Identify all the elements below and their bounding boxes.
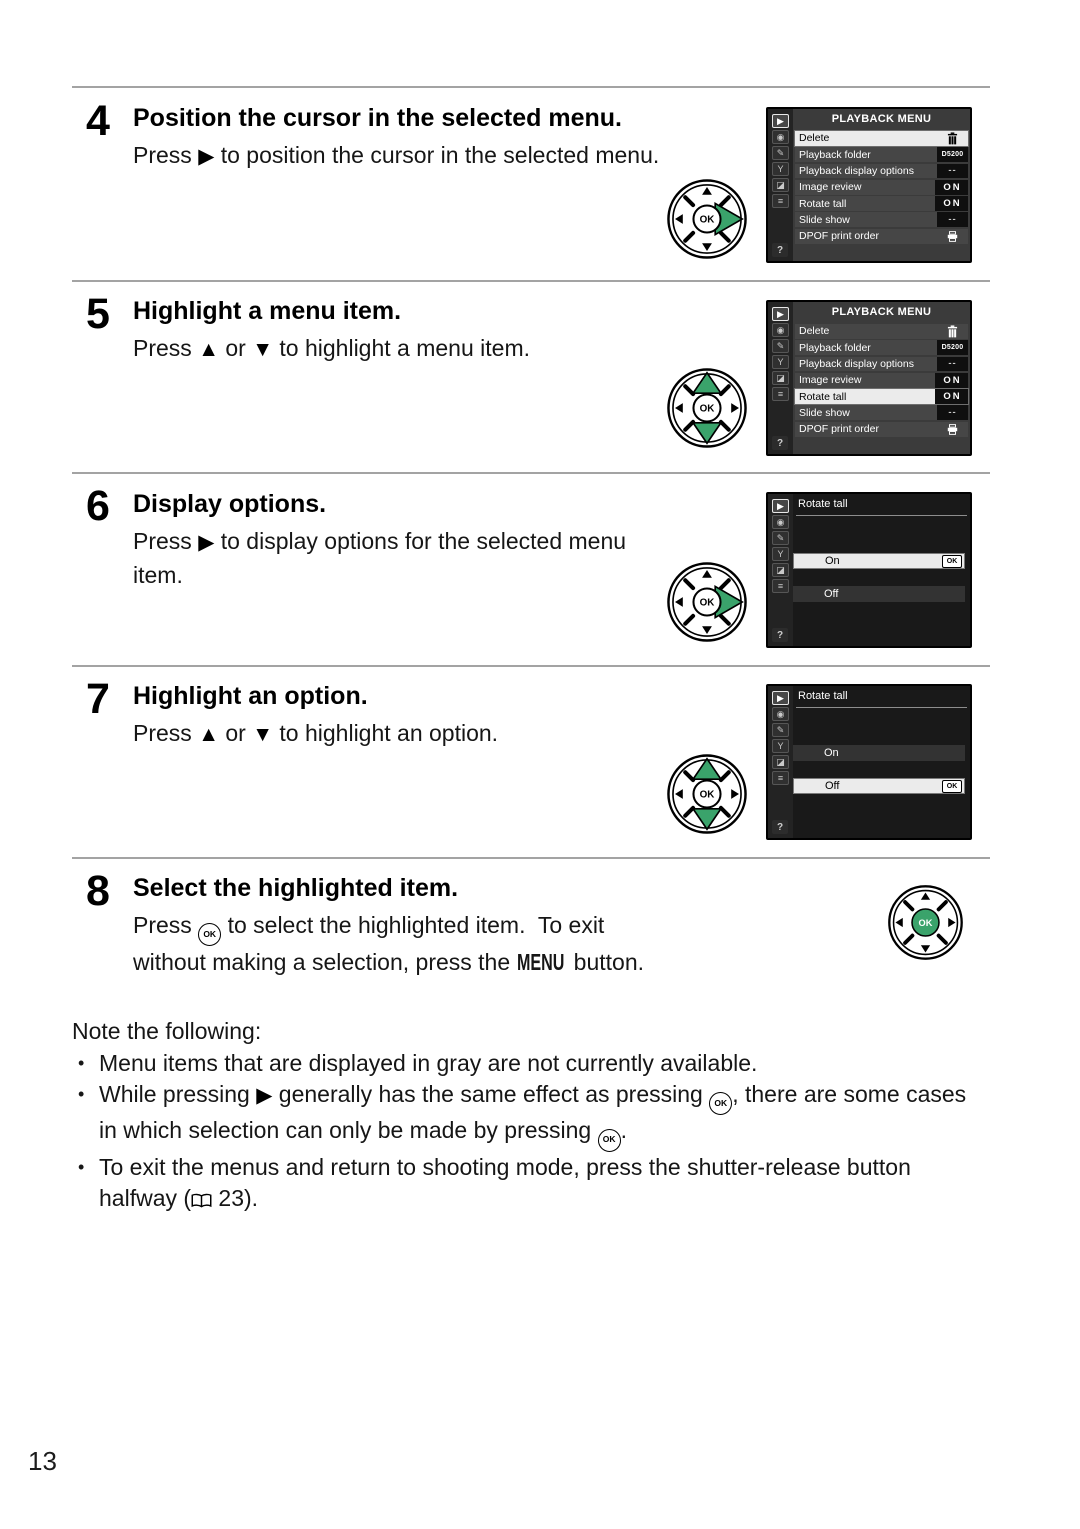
help-icon [772, 628, 788, 642]
retouch-menu-icon [772, 371, 789, 385]
row-label: DPOF print order [799, 423, 879, 436]
setup-menu-icon [772, 162, 789, 176]
option-screen-title: Rotate tall [798, 498, 848, 510]
row-value: -- [937, 357, 968, 372]
note-item [72, 1152, 990, 1215]
tab-glyph: Y [777, 740, 784, 751]
help-glyph: ? [776, 244, 784, 256]
right-arrow-icon: ▶ [198, 145, 215, 168]
menu-row-delete [795, 324, 968, 339]
svg-text:OK: OK [918, 917, 933, 928]
retouch-menu-icon [772, 755, 789, 769]
help-glyph: ? [776, 821, 784, 833]
row-value: -- [937, 212, 968, 227]
row-label: Playback folder [799, 341, 871, 354]
menu-row-dpof-print-order [795, 229, 968, 244]
row-label: DPOF print order [799, 230, 879, 243]
custom-settings-icon [772, 339, 789, 353]
option-label: Off [824, 588, 839, 600]
step-4-body [133, 139, 681, 173]
multi-selector-right-icon [666, 178, 748, 260]
step-5-title: Highlight a menu item. [133, 297, 402, 325]
text: to highlight an option. [273, 720, 499, 746]
note-text [99, 1152, 990, 1215]
divider [72, 665, 990, 667]
step-6-title: Display options. [133, 490, 327, 518]
step-6-number: 6 [86, 482, 110, 530]
step-7-number: 7 [86, 675, 110, 723]
ok-button-icon: OK [198, 923, 221, 946]
tab-glyph: ▶ [777, 308, 784, 319]
help-glyph: ? [776, 629, 784, 641]
option-off [793, 778, 965, 794]
text: generally has the same effect as pressing [272, 1081, 710, 1107]
divider [72, 472, 990, 474]
bullet-dot: • [78, 1084, 85, 1104]
recent-settings-icon [772, 387, 789, 401]
step-8-title: Select the highlighted item. [133, 874, 459, 902]
row-label: Image review [799, 181, 862, 194]
bullet-dot: • [78, 1156, 85, 1177]
shooting-menu-icon [772, 323, 789, 337]
retouch-menu-icon [772, 563, 789, 577]
option-screen [793, 494, 970, 646]
page-number: 13 [28, 1446, 57, 1476]
step-7-body [133, 717, 681, 751]
tab-glyph: ◪ [776, 756, 785, 767]
help-glyph: ? [776, 437, 784, 449]
svg-text:OK: OK [699, 789, 715, 801]
step-4-number: 4 [86, 97, 110, 145]
tab-glyph: ≡ [777, 772, 784, 783]
shooting-menu-icon [772, 707, 789, 721]
right-arrow-icon: ▶ [256, 1084, 273, 1107]
menu-screen [793, 109, 970, 261]
trash-icon [937, 324, 968, 339]
tab-glyph: Y [777, 163, 784, 174]
menu-tab-bar [768, 686, 793, 838]
row-label: Playback folder [799, 148, 871, 161]
option-on [793, 745, 965, 761]
step-5-body [133, 332, 681, 366]
menu-rows [795, 131, 968, 245]
row-value: -- [937, 164, 968, 179]
shooting-menu-icon [772, 515, 789, 529]
multi-selector-up-down-icon [666, 367, 748, 449]
multi-selector-up-down-icon [666, 753, 748, 835]
help-icon [772, 820, 788, 834]
menu-row-delete [795, 131, 968, 146]
text: or [218, 335, 253, 361]
custom-settings-icon [772, 531, 789, 545]
text: to select the highlighted item. To exit without making a selection, press the [133, 912, 611, 975]
divider [72, 280, 990, 282]
tab-glyph: ◪ [776, 372, 785, 383]
row-value: D5200 [937, 340, 968, 355]
multi-selector-ok-icon [887, 884, 964, 961]
step-5-number: 5 [86, 290, 110, 338]
row-label: Rotate tall [799, 197, 847, 210]
note-item [72, 1079, 990, 1152]
playback-menu-icon [772, 499, 789, 513]
note-text [99, 1079, 990, 1152]
row-label: Playback display options [799, 357, 914, 370]
menu-row-slide-show [795, 405, 968, 420]
notes-section [72, 1016, 990, 1215]
text: , there are some cases in which selection can only be made by pressing [99, 1081, 973, 1144]
option-label: On [824, 747, 839, 759]
multi-selector-right-icon [666, 561, 748, 643]
text: To exit the menus and return to shooting mode, press the shutter-release button halfway ( [99, 1153, 918, 1211]
help-icon [772, 436, 788, 450]
text: Menu items that are displayed in gray are not currently available. [99, 1049, 758, 1076]
custom-settings-icon [772, 723, 789, 737]
option-label: Off [825, 780, 840, 792]
row-label: Slide show [799, 406, 850, 419]
tab-glyph: ◉ [776, 708, 785, 719]
screenshot-rotate-tall-off-highlighted [766, 684, 972, 840]
menu-rows [795, 324, 968, 438]
right-arrow-icon: ▶ [198, 531, 215, 554]
row-label: Delete [799, 325, 830, 338]
menu-row-playback-folder [795, 147, 968, 162]
retouch-menu-icon [772, 178, 789, 192]
divider [72, 857, 990, 859]
option-off [793, 586, 965, 602]
tab-glyph: ◉ [776, 131, 785, 142]
tab-glyph: Y [777, 356, 784, 367]
down-arrow-icon: ▼ [252, 723, 274, 746]
menu-row-image-review [795, 180, 968, 195]
tab-glyph: ◪ [776, 179, 785, 190]
tab-glyph: ◪ [776, 564, 785, 575]
tab-glyph: ◉ [776, 516, 785, 527]
setup-menu-icon [772, 739, 789, 753]
row-value: ON [935, 389, 968, 404]
row-value: ON [935, 180, 968, 195]
tab-glyph: ▶ [777, 692, 784, 703]
menu-row-playback-display-options [795, 164, 968, 179]
text: to position the cursor in the selected menu. [214, 142, 660, 168]
svg-text:OK: OK [699, 403, 715, 415]
tab-glyph: ▶ [777, 500, 784, 511]
up-arrow-icon: ▲ [198, 723, 219, 746]
ok-button-icon: OK [598, 1129, 621, 1152]
setup-menu-icon [772, 355, 789, 369]
screenshot-playback-menu-delete-highlighted [766, 107, 972, 263]
recent-settings-icon [772, 579, 789, 593]
menu-row-image-review [795, 373, 968, 388]
shooting-menu-icon [772, 130, 789, 144]
tab-glyph: ≡ [777, 195, 784, 206]
help-icon [772, 243, 788, 257]
menu-row-slide-show [795, 212, 968, 227]
recent-settings-icon [772, 771, 789, 785]
option-screen [793, 686, 970, 838]
ok-badge: OK [942, 555, 962, 568]
tab-glyph: Y [777, 548, 784, 559]
text: Press [133, 335, 199, 361]
menu-row-playback-display-options [795, 357, 968, 372]
menu-row-rotate-tall [795, 196, 968, 211]
recent-settings-icon [772, 194, 789, 208]
text: Press [133, 912, 199, 938]
tab-glyph: ✎ [776, 532, 785, 543]
text: . [620, 1117, 628, 1144]
tab-glyph: ◉ [776, 324, 785, 335]
menu-tab-bar [768, 302, 793, 454]
printer-icon [937, 422, 968, 437]
menu-tab-bar [768, 109, 793, 261]
row-value: ON [935, 196, 968, 211]
text: button. [567, 949, 645, 975]
option-screen-title: Rotate tall [798, 690, 848, 702]
row-label: Playback display options [799, 164, 914, 177]
playback-menu-icon [772, 114, 789, 128]
text: Press [133, 720, 199, 746]
menu-row-dpof-print-order [795, 422, 968, 437]
tab-glyph: ≡ [777, 580, 784, 591]
step-6-body [133, 525, 681, 592]
ok-button-icon: OK [709, 1092, 732, 1115]
menu-title: PLAYBACK MENU [831, 113, 932, 125]
tab-glyph: ≡ [777, 388, 784, 399]
row-value: ON [935, 373, 968, 388]
screenshot-rotate-tall-on-highlighted [766, 492, 972, 648]
tab-glyph: ✎ [776, 340, 785, 351]
text: Press [133, 142, 199, 168]
down-arrow-icon: ▼ [252, 338, 274, 361]
step-4-title: Position the cursor in the selected menu. [133, 104, 622, 132]
divider [72, 86, 990, 88]
custom-settings-icon [772, 146, 789, 160]
setup-menu-icon [772, 547, 789, 561]
step-7-title: Highlight an option. [133, 682, 368, 710]
text: 23). [212, 1185, 259, 1211]
row-label: Rotate tall [799, 390, 847, 403]
trash-icon [937, 131, 968, 146]
title-underline [796, 707, 967, 708]
notes-intro: Note the following: [72, 1018, 262, 1044]
note-item [72, 1048, 990, 1080]
option-label: On [825, 555, 840, 567]
row-label: Delete [799, 132, 830, 145]
tab-glyph: ✎ [776, 147, 785, 158]
step-8-body [133, 909, 653, 979]
menu-tab-bar [768, 494, 793, 646]
option-on [793, 553, 965, 569]
text: to highlight a menu item. [273, 335, 530, 361]
row-label: Slide show [799, 213, 850, 226]
text: or [218, 720, 253, 746]
row-value: -- [937, 405, 968, 420]
text: to display options for the selected menu item. [133, 528, 633, 588]
playback-menu-icon [772, 307, 789, 321]
screenshot-playback-menu-rotate-tall-highlighted [766, 300, 972, 456]
bullet-dot: • [78, 1052, 85, 1073]
menu-screen [793, 302, 970, 454]
playback-menu-icon [772, 691, 789, 705]
ok-badge: OK [942, 780, 962, 793]
title-underline [796, 515, 967, 516]
note-text [99, 1048, 990, 1080]
tab-glyph: ▶ [777, 115, 784, 126]
svg-text:OK: OK [699, 597, 715, 609]
svg-text:OK: OK [699, 214, 715, 226]
text: Press [133, 528, 199, 554]
menu-title: PLAYBACK MENU [831, 306, 932, 318]
menu-row-playback-folder [795, 340, 968, 355]
tab-glyph: ✎ [776, 724, 785, 735]
printer-icon [937, 229, 968, 244]
step-8-number: 8 [86, 867, 110, 915]
menu-button-label: MENU [516, 949, 564, 975]
up-arrow-icon: ▲ [198, 338, 219, 361]
text: While pressing [99, 1081, 257, 1107]
page-reference-book-icon [191, 1193, 212, 1208]
row-value: D5200 [937, 147, 968, 162]
row-label: Image review [799, 374, 862, 387]
menu-row-rotate-tall [795, 389, 968, 404]
